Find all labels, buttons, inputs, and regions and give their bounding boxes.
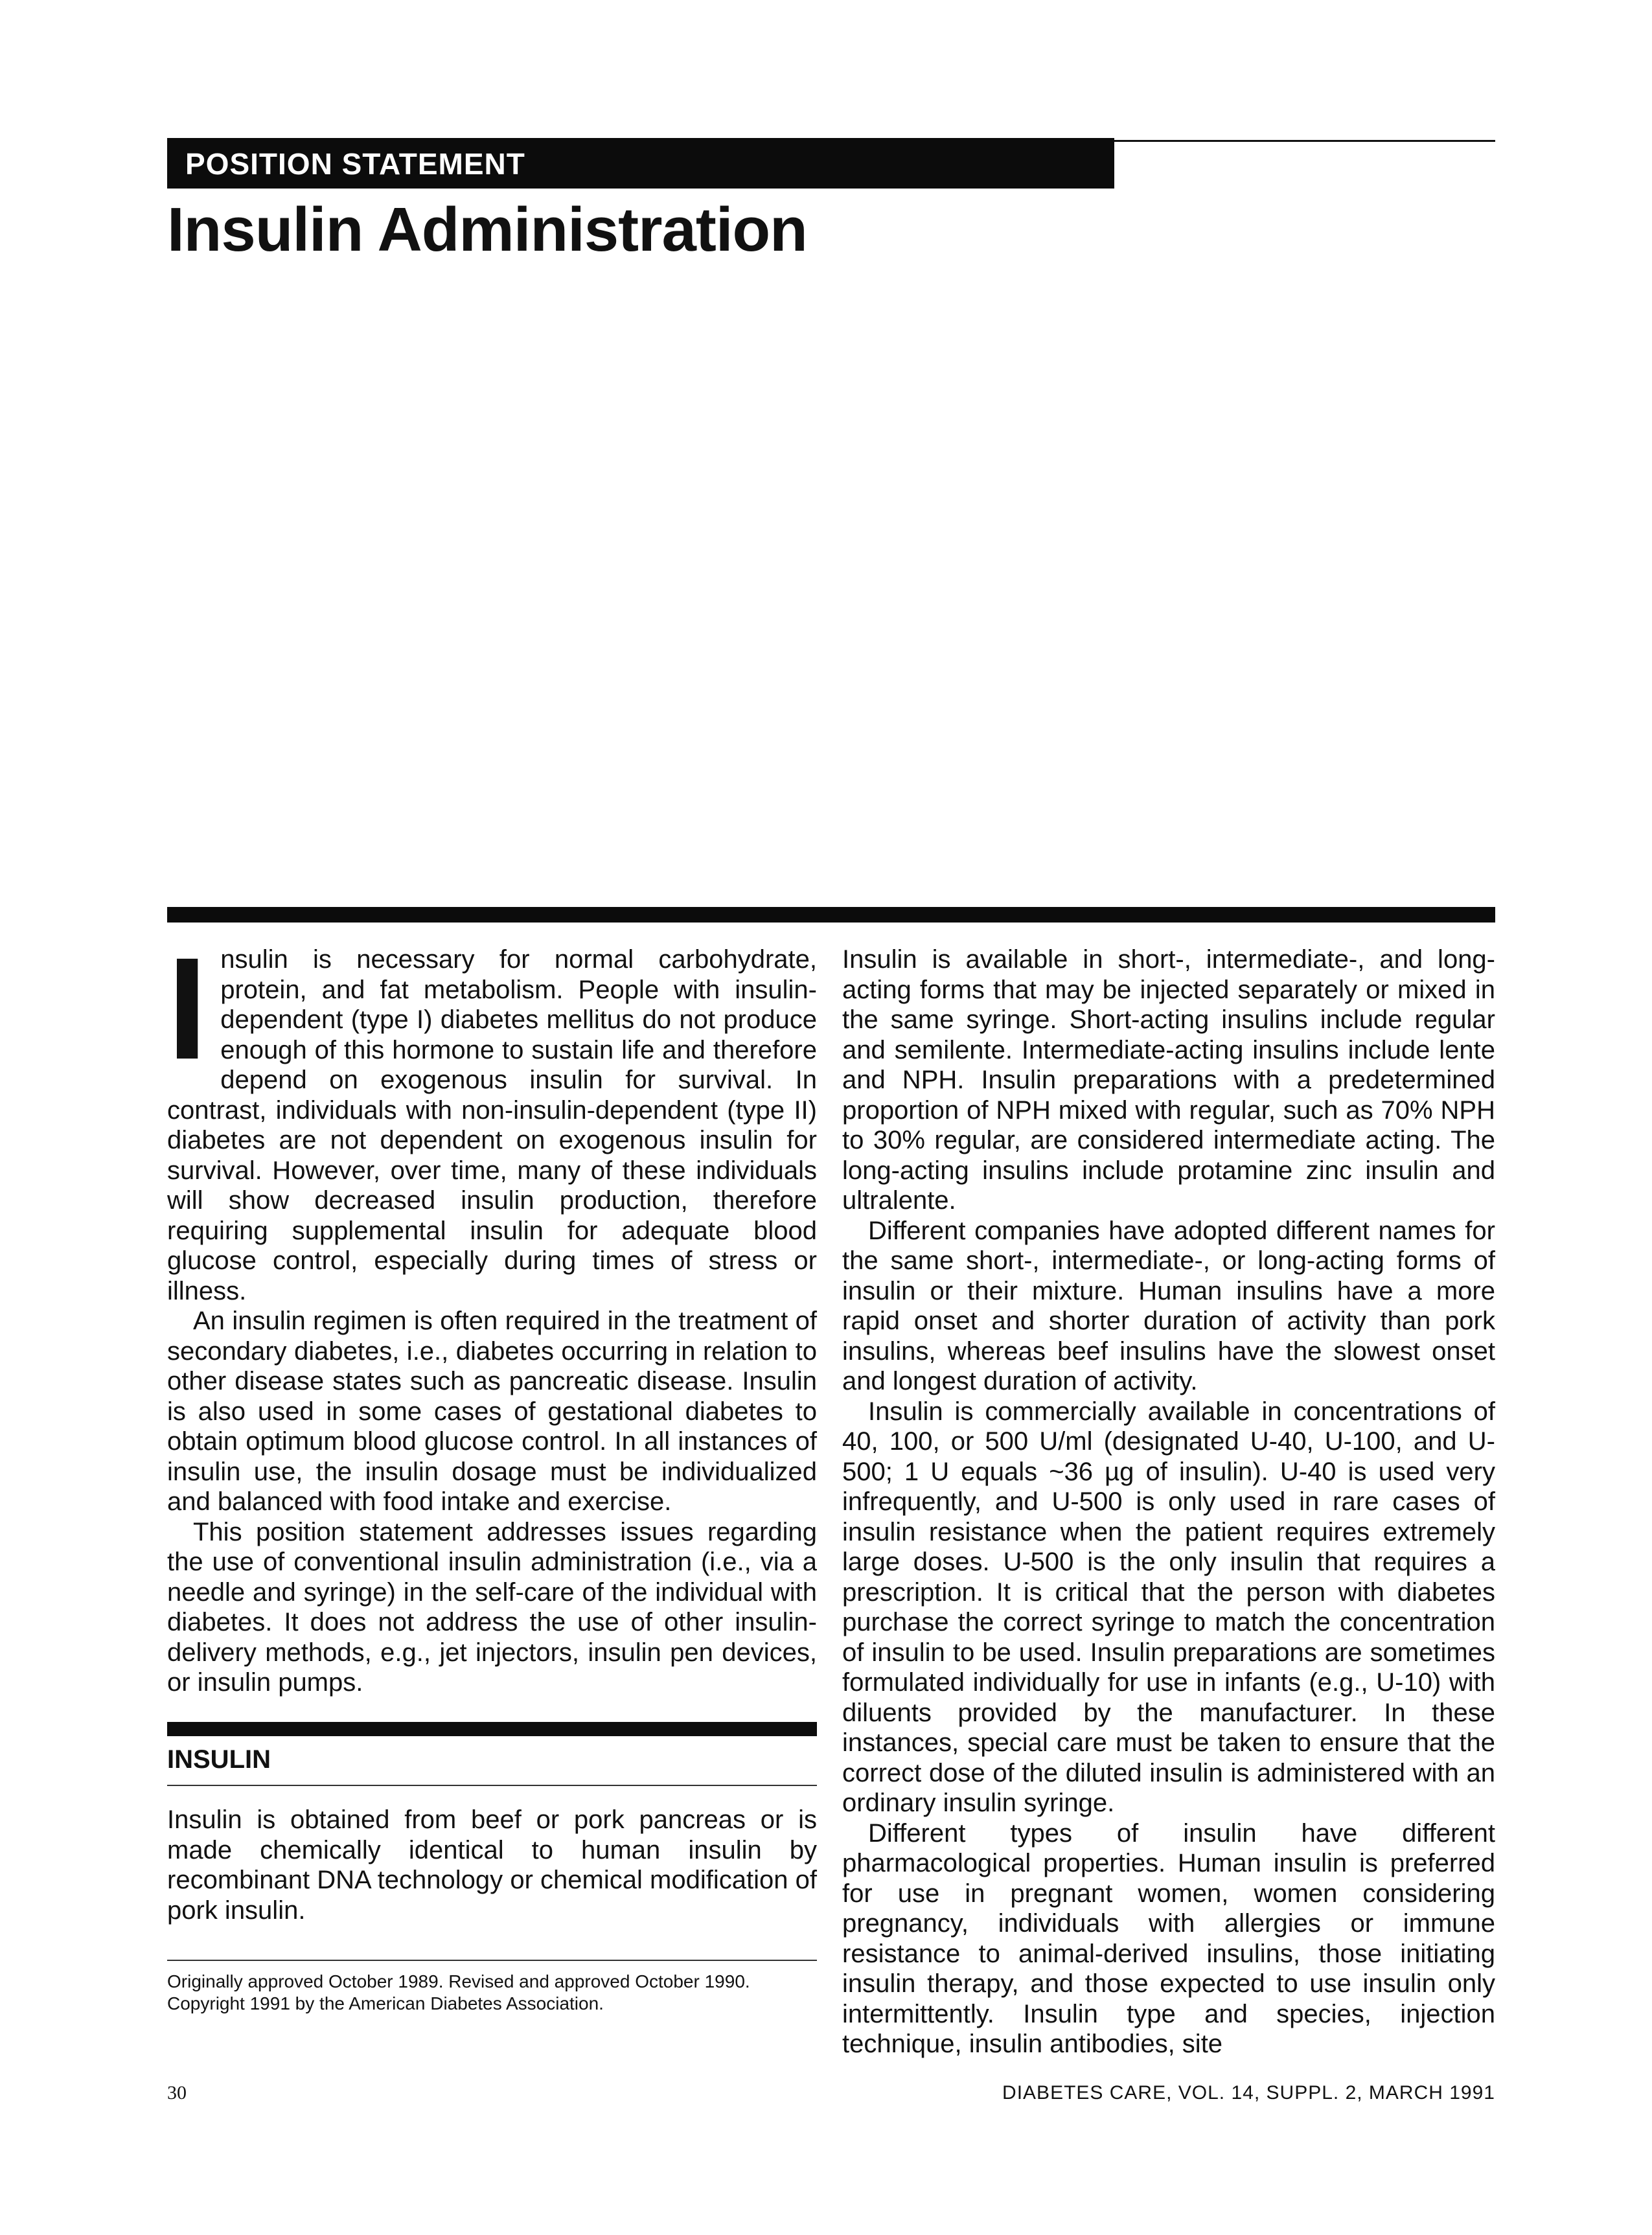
section-rule — [167, 1722, 817, 1736]
left-column — [167, 928, 817, 1698]
paragraph — [167, 928, 817, 1306]
paragraph: Insulin is commercially available in concentrations of 40, 100, or 500 U/ml (designated U-40, U-100, and U-500; 1 U equals ~36 µg of insulin). U-40 is used very infrequently, and U-500 is only used in rare cases of insulin resistance when the patient requires extremely large doses. U-500 is the only insulin that requires a prescription. It is critical that the person with diabetes purchase the correct syringe to match the concentration of insulin to be used. Insulin preparations are sometimes formulated individually for use in infants (e.g., U-10) with diluents provided by the manufacturer. In these instances, special care must be taken to ensure that the correct dose of the diluted insulin is administered with an ordinary insulin syringe. — [842, 1397, 1495, 1817]
footnote-line: Originally approved October 1989. Revised and approved October 1990. — [167, 1971, 750, 1991]
section-text — [167, 1805, 817, 1925]
page-number: 30 — [167, 2082, 187, 2103]
paragraph-text: nsulin is necessary for normal carbohydrate, protein, and fat metabolism. People with insulin-dependent (type I) diabetes mellitus do not produce enough of this hormone to sustain life and therefore depend on exogenous insulin for survival. In contrast, individuals with non-insulin-dependent (type II) diabetes are not dependent on exogenous insulin for survival. However, over time, many of these individuals will show decreased insulin production, therefore requiring supplemental insulin for adequate blood glucose control, especially during times of stress or illness. — [167, 945, 817, 1305]
section-label-bar — [167, 138, 1114, 189]
section-label: POSITION STATEMENT — [185, 147, 525, 181]
paragraph: An insulin regimen is often required in the treatment of secondary diabetes, i.e., diabetes occurring in relation to other disease states such as pancreatic disease. Insulin is also used in some cases of gestational diabetes to obtain optimum blood glucose control. In all instances of insulin use, the insulin dosage must be individualized and balanced with food intake and exercise. — [167, 1307, 817, 1516]
right-column — [842, 945, 1495, 2059]
journal-citation: DIABETES CARE, VOL. 14, SUPPL. 2, MARCH 1991 — [1002, 2082, 1495, 2103]
body-top-rule — [167, 907, 1495, 923]
footnote-rule — [167, 1960, 817, 1961]
header-rule — [1114, 140, 1495, 142]
footnote — [167, 1971, 817, 2015]
paragraph: Different companies have adopted different names for the same short-, intermediate-, or long-acting forms of insulin or their mixture. Human insulins have a more rapid onset and shorter duration of activity than pork insulins, whereas beef insulins have the slowest onset and longest duration of activity. — [842, 1216, 1495, 1395]
drop-cap: I — [167, 928, 208, 1090]
paragraph: Insulin is available in short-, intermediate-, and long-acting forms that may be injected separately or mixed in the same syringe. Short-acting insulins include regular and semilente. Intermediate-acting insulins include lente and NPH. Insulin preparations with a predetermined proportion of NPH mixed with regular, such as 70% NPH to 30% regular, are considered intermediate acting. The long-acting insulins include protamine zinc insulin and ultralente. — [842, 945, 1495, 1215]
paragraph: Insulin is obtained from beef or pork pancreas or is made chemically identical to human insulin by recombinant DNA technology or chemical modification of pork insulin. — [167, 1805, 817, 1925]
paragraph: Different types of insulin have different pharmacological properties. Human insulin is preferred for use in pregnant women, women considering pregnancy, individuals with allergies or immune resistance to animal-derived insulins, those initiating insulin therapy, and those expected to use insulin only intermittently. Insulin type and species, injection technique, insulin antibodies, site — [842, 1818, 1495, 2058]
section-underline — [167, 1785, 817, 1786]
paragraph: This position statement addresses issues regarding the use of conventional insulin administration (i.e., via a needle and syringe) in the self-care of the individual with diabetes. It does not address the use of other insulin-delivery methods, e.g., jet injectors, insulin pen devices, or insulin pumps. — [167, 1517, 817, 1697]
footnote-line: Copyright 1991 by the American Diabetes Association. — [167, 1993, 604, 2013]
article-title: Insulin Administration — [167, 195, 807, 264]
section-heading: INSULIN — [167, 1745, 271, 1774]
